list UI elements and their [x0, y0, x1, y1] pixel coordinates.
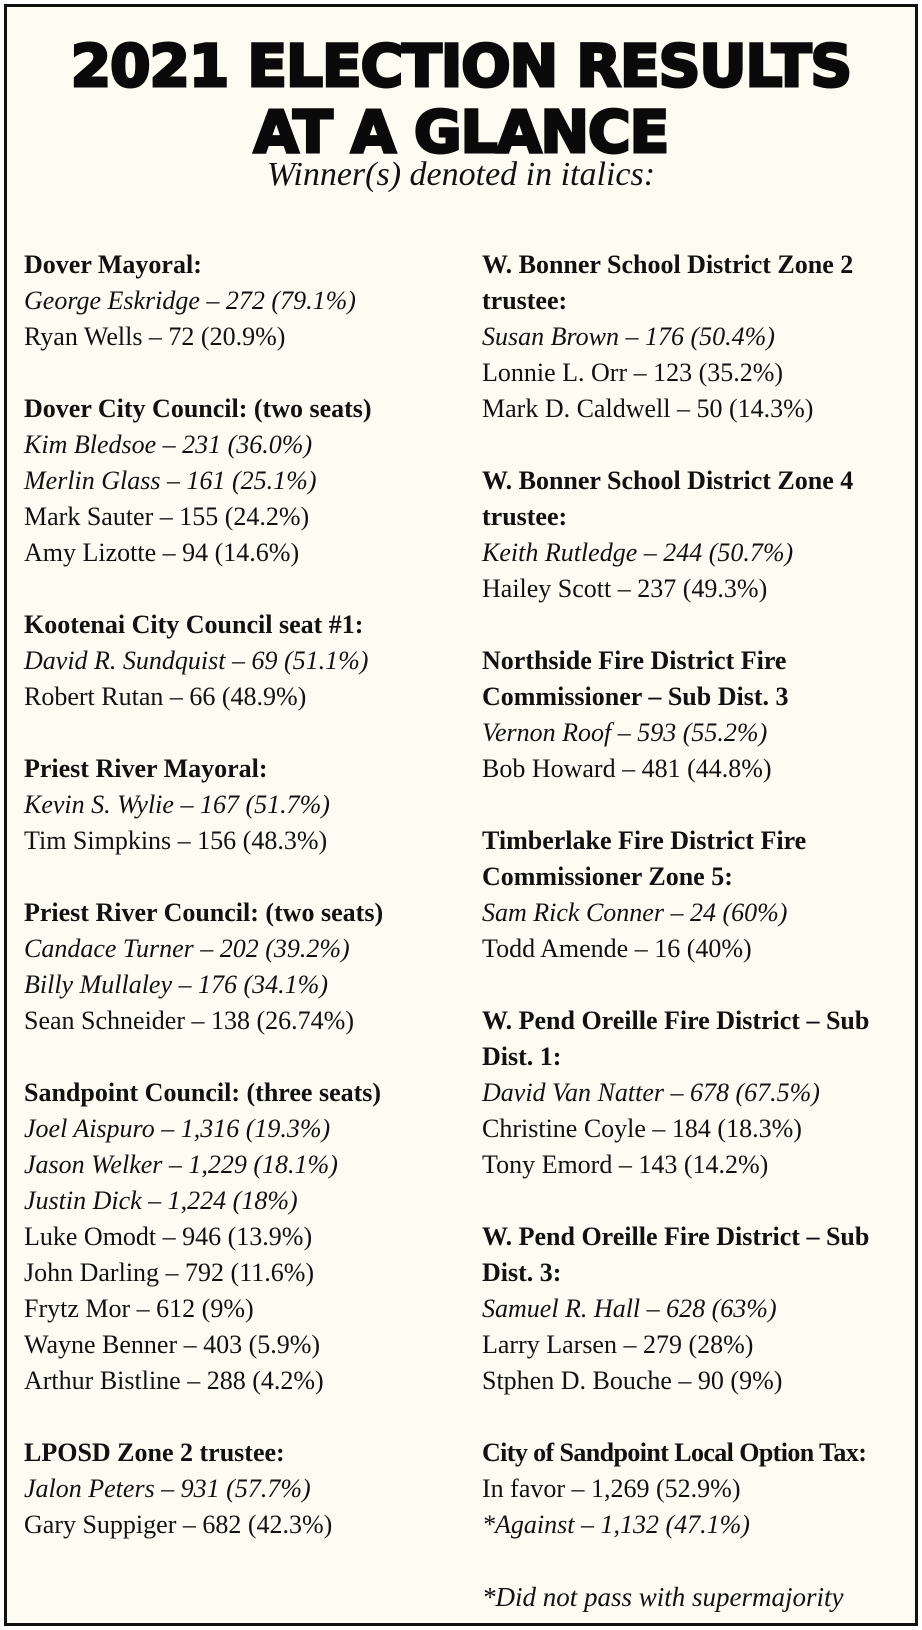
- winner-result: Jason Welker – 1,229 (18.1%): [24, 1150, 338, 1179]
- winner-result: Kevin S. Wylie – 167 (51.7%): [24, 790, 330, 819]
- winner-result: David R. Sundquist – 69 (51.1%): [24, 646, 369, 675]
- candidate-result: Lonnie L. Orr – 123 (35.2%): [482, 358, 784, 387]
- winner-result: David Van Natter – 678 (67.5%): [482, 1078, 820, 1107]
- race-northside-fire-district-fire-commissioner-sub-dist-3: [482, 643, 912, 787]
- winner-result: Vernon Roof – 593 (55.2%): [482, 718, 768, 747]
- title-line-1: 2021 ELECTION RESULTS: [70, 32, 852, 100]
- winner-result: *Against – 1,132 (47.1%): [482, 1510, 750, 1539]
- race-title: W. Bonner School District Zone 4 trustee:: [482, 466, 854, 531]
- race-title: Northside Fire District Fire Commissioner – Sub Dist. 3: [482, 646, 789, 711]
- candidate-result: Stphen D. Bouche – 90 (9%): [482, 1366, 783, 1395]
- candidate-result: In favor – 1,269 (52.9%): [482, 1474, 741, 1503]
- candidate-result: Tim Simpkins – 156 (48.3%): [24, 826, 328, 855]
- race-kootenai-city-council-seat-1: [24, 607, 464, 715]
- race-title: Sandpoint Council: (three seats): [24, 1078, 382, 1107]
- candidate-result: Larry Larsen – 279 (28%): [482, 1330, 754, 1359]
- race-dover-mayoral: [24, 247, 464, 355]
- candidate-result: Christine Coyle – 184 (18.3%): [482, 1114, 802, 1143]
- title-line-2: AT A GLANCE: [253, 98, 669, 166]
- results-panel: [4, 4, 918, 1626]
- candidate-result: Sean Schneider – 138 (26.74%): [24, 1006, 354, 1035]
- race-w-pend-oreille-fire-district-sub-dist-1: [482, 1003, 912, 1183]
- race-priest-river-council-two-seats: [24, 895, 464, 1039]
- winner-result: Keith Rutledge – 244 (50.7%): [482, 538, 794, 567]
- candidate-result: Frytz Mor – 612 (9%): [24, 1294, 254, 1323]
- candidate-result: Amy Lizotte – 94 (14.6%): [24, 538, 300, 567]
- candidate-result: Luke Omodt – 946 (13.9%): [24, 1222, 313, 1251]
- candidate-result: Todd Amende – 16 (40%): [482, 934, 752, 963]
- candidate-result: Ryan Wells – 72 (20.9%): [24, 322, 286, 351]
- race-title: W. Pend Oreille Fire District – Sub Dist. 1:: [482, 1006, 870, 1071]
- right-column-races: [482, 247, 912, 1543]
- race-w-bonner-school-district-zone-4-trustee: [482, 463, 912, 607]
- race-dover-city-council-two-seats: [24, 391, 464, 571]
- winner-result: Samuel R. Hall – 628 (63%): [482, 1294, 777, 1323]
- race-timberlake-fire-district-fire-commissioner-zone-5: [482, 823, 912, 967]
- candidate-result: John Darling – 792 (11.6%): [24, 1258, 315, 1287]
- race-title: Priest River Council: (two seats): [24, 898, 384, 927]
- winner-result: Kim Bledsoe – 231 (36.0%): [24, 430, 313, 459]
- candidate-result: Tony Emord – 143 (14.2%): [482, 1150, 769, 1179]
- page-title: [7, 33, 915, 165]
- right-column: [482, 247, 912, 1615]
- race-sandpoint-council-three-seats: [24, 1075, 464, 1399]
- winner-result: Billy Mullaley – 176 (34.1%): [24, 970, 328, 999]
- race-lposd-zone-2-trustee: [24, 1435, 464, 1543]
- candidate-result: Wayne Benner – 403 (5.9%): [24, 1330, 321, 1359]
- candidate-result: Gary Suppiger – 682 (42.3%): [24, 1510, 333, 1539]
- race-priest-river-mayoral: [24, 751, 464, 859]
- candidate-result: Bob Howard – 481 (44.8%): [482, 754, 772, 783]
- left-column: [24, 247, 464, 1579]
- race-city-of-sandpoint-local-option-tax: [482, 1435, 912, 1543]
- race-title: Dover City Council: (two seats): [24, 394, 372, 423]
- winner-result: George Eskridge – 272 (79.1%): [24, 286, 356, 315]
- candidate-result: Hailey Scott – 237 (49.3%): [482, 574, 768, 603]
- race-title: Timberlake Fire District Fire Commissioner Zone 5:: [482, 826, 807, 891]
- race-title: W. Bonner School District Zone 2 trustee:: [482, 250, 854, 315]
- race-title: Kootenai City Council seat #1:: [24, 610, 364, 639]
- winner-result: Susan Brown – 176 (50.4%): [482, 322, 775, 351]
- winner-result: Sam Rick Conner – 24 (60%): [482, 898, 788, 927]
- subtitle: Winner(s) denoted in italics:: [266, 156, 656, 193]
- winner-result: Justin Dick – 1,224 (18%): [24, 1186, 298, 1215]
- winner-result: Jalon Peters – 931 (57.7%): [24, 1474, 311, 1503]
- race-title: W. Pend Oreille Fire District – Sub Dist. 3:: [482, 1222, 870, 1287]
- candidate-result: Mark D. Caldwell – 50 (14.3%): [482, 394, 814, 423]
- race-title: City of Sandpoint Local Option Tax:: [482, 1438, 867, 1467]
- race-w-pend-oreille-fire-district-sub-dist-3: [482, 1219, 912, 1399]
- candidate-result: Arthur Bistline – 288 (4.2%): [24, 1366, 324, 1395]
- footnote: *Did not pass with supermajority: [482, 1582, 844, 1612]
- race-title: Priest River Mayoral:: [24, 754, 268, 783]
- race-title: Dover Mayoral:: [24, 250, 202, 279]
- winner-result: Merlin Glass – 161 (25.1%): [24, 466, 317, 495]
- winner-result: Joel Aispuro – 1,316 (19.3%): [24, 1114, 331, 1143]
- race-title: LPOSD Zone 2 trustee:: [24, 1438, 285, 1467]
- winner-result: Candace Turner – 202 (39.2%): [24, 934, 350, 963]
- candidate-result: Mark Sauter – 155 (24.2%): [24, 502, 310, 531]
- race-w-bonner-school-district-zone-2-trustee: [482, 247, 912, 427]
- candidate-result: Robert Rutan – 66 (48.9%): [24, 682, 307, 711]
